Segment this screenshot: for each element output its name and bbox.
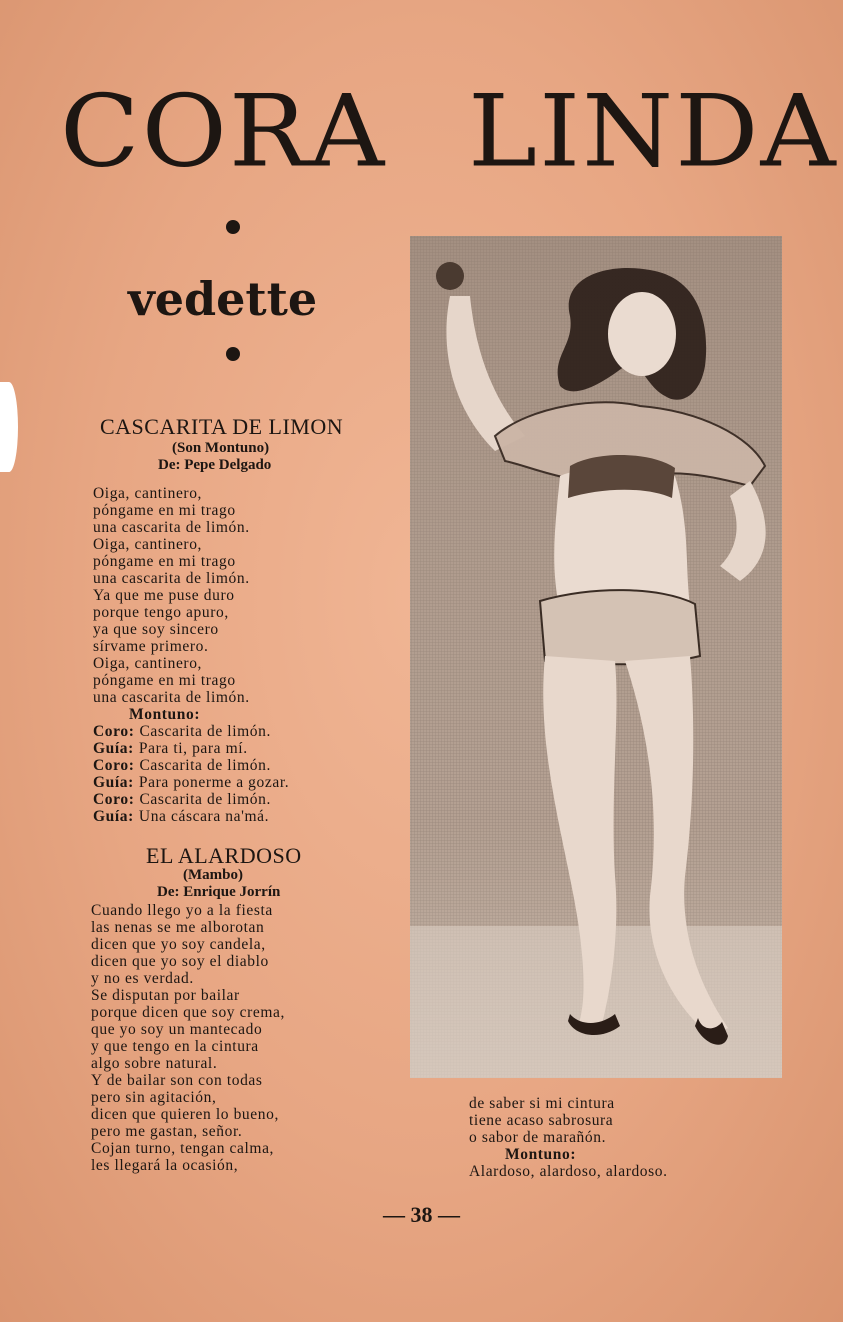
lyric-line: les llegará la ocasión, xyxy=(91,1157,239,1174)
song-title-cascarita: CASCARITA DE LIMON xyxy=(100,414,344,439)
montuno-text: Una cáscara na'má. xyxy=(138,808,270,825)
lyric-line: dicen que yo soy el diablo xyxy=(91,953,269,970)
title-last-name: LINDA xyxy=(468,73,838,190)
montuno-line xyxy=(93,774,289,791)
lyric-line: porque dicen que soy crema, xyxy=(91,1004,285,1021)
lyric-line: póngame en mi trago xyxy=(93,553,236,570)
lyric-line: Ya que me puse duro xyxy=(93,587,235,604)
lyric-line: póngame en mi trago xyxy=(93,502,236,519)
title-first-name: CORA xyxy=(60,73,387,190)
montuno-line xyxy=(93,757,289,774)
song-genre-cascarita: (Son Montuno) xyxy=(172,440,270,456)
bullet-ornament-top xyxy=(226,220,240,234)
page-number: — 38 — xyxy=(383,1202,460,1227)
montuno-line xyxy=(93,723,289,740)
montuno-role-label: Guía: xyxy=(93,740,134,757)
lyric-line: algo sobre natural. xyxy=(91,1055,218,1072)
song-author-alardoso: De: Enrique Jorrín xyxy=(157,884,281,900)
lyric-line: de saber si mi cintura xyxy=(469,1095,615,1112)
dancer-figure-illustration xyxy=(410,236,782,1078)
lyric-line: Oiga, cantinero, xyxy=(93,485,203,502)
lyric-line: pero me gastan, señor. xyxy=(91,1123,243,1140)
lyric-line: Oiga, cantinero, xyxy=(93,536,203,553)
song-title-alardoso: EL ALARDOSO xyxy=(146,843,302,868)
montuno-heading: Montuno: xyxy=(505,1146,577,1163)
lyric-line: Y de bailar son con todas xyxy=(91,1072,263,1089)
lyric-line: que yo soy un mantecado xyxy=(91,1021,263,1038)
lyric-line: Cojan turno, tengan calma, xyxy=(91,1140,275,1157)
lyric-line: tiene acaso sabrosura xyxy=(469,1112,614,1129)
montuno-line xyxy=(93,740,289,757)
montuno-role-label: Coro: xyxy=(93,723,135,740)
lyric-line: ya que soy sincero xyxy=(93,621,219,638)
lyric-line: o sabor de marañón. xyxy=(469,1129,607,1146)
lyric-line: Se disputan por bailar xyxy=(91,987,240,1004)
lyrics-alardoso-right xyxy=(469,1095,668,1180)
bullet-ornament-bottom xyxy=(226,347,240,361)
song-author-cascarita: De: Pepe Delgado xyxy=(158,457,272,473)
lyric-line: las nenas se me alborotan xyxy=(91,919,265,936)
lyric-line: una cascarita de limón. xyxy=(93,689,250,706)
montuno-role-label: Coro: xyxy=(93,757,135,774)
torn-page-notch xyxy=(0,382,18,472)
montuno-role-label: Coro: xyxy=(93,791,135,808)
lyric-line: una cascarita de limón. xyxy=(93,519,250,536)
lyrics-alardoso-left xyxy=(91,902,285,1174)
montuno-text: Cascarita de limón. xyxy=(139,757,271,774)
montuno-line xyxy=(93,808,289,825)
montuno-text: Para ponerme a gozar. xyxy=(138,774,290,791)
montuno-role-label: Guía: xyxy=(93,774,134,791)
lyric-line: y no es verdad. xyxy=(91,970,194,987)
lyric-line: Oiga, cantinero, xyxy=(93,655,203,672)
lyric-line: y que tengo en la cintura xyxy=(91,1038,259,1055)
montuno-text: Para ti, para mí. xyxy=(138,740,248,757)
lyric-line: pero sin agitación, xyxy=(91,1089,217,1106)
montuno-line xyxy=(93,791,289,808)
lyric-line: póngame en mi trago xyxy=(93,672,236,689)
subtitle: vedette xyxy=(128,272,318,326)
lyric-line: porque tengo apuro, xyxy=(93,604,229,621)
song-genre-alardoso: (Mambo) xyxy=(183,867,243,883)
montuno-line: Alardoso, alardoso, alardoso. xyxy=(469,1163,668,1180)
montuno-text: Cascarita de limón. xyxy=(139,791,271,808)
montuno-heading: Montuno: xyxy=(129,706,201,723)
montuno-role-label: Guía: xyxy=(93,808,134,825)
lyric-line: dicen que yo soy candela, xyxy=(91,936,266,953)
lyrics-cascarita xyxy=(93,485,289,825)
vedette-photograph xyxy=(410,236,782,1078)
lyric-line: Cuando llego yo a la fiesta xyxy=(91,902,273,919)
lyric-line: sírvame primero. xyxy=(93,638,209,655)
montuno-text: Cascarita de limón. xyxy=(139,723,271,740)
lyric-line: una cascarita de limón. xyxy=(93,570,250,587)
lyric-line: dicen que quieren lo bueno, xyxy=(91,1106,279,1123)
